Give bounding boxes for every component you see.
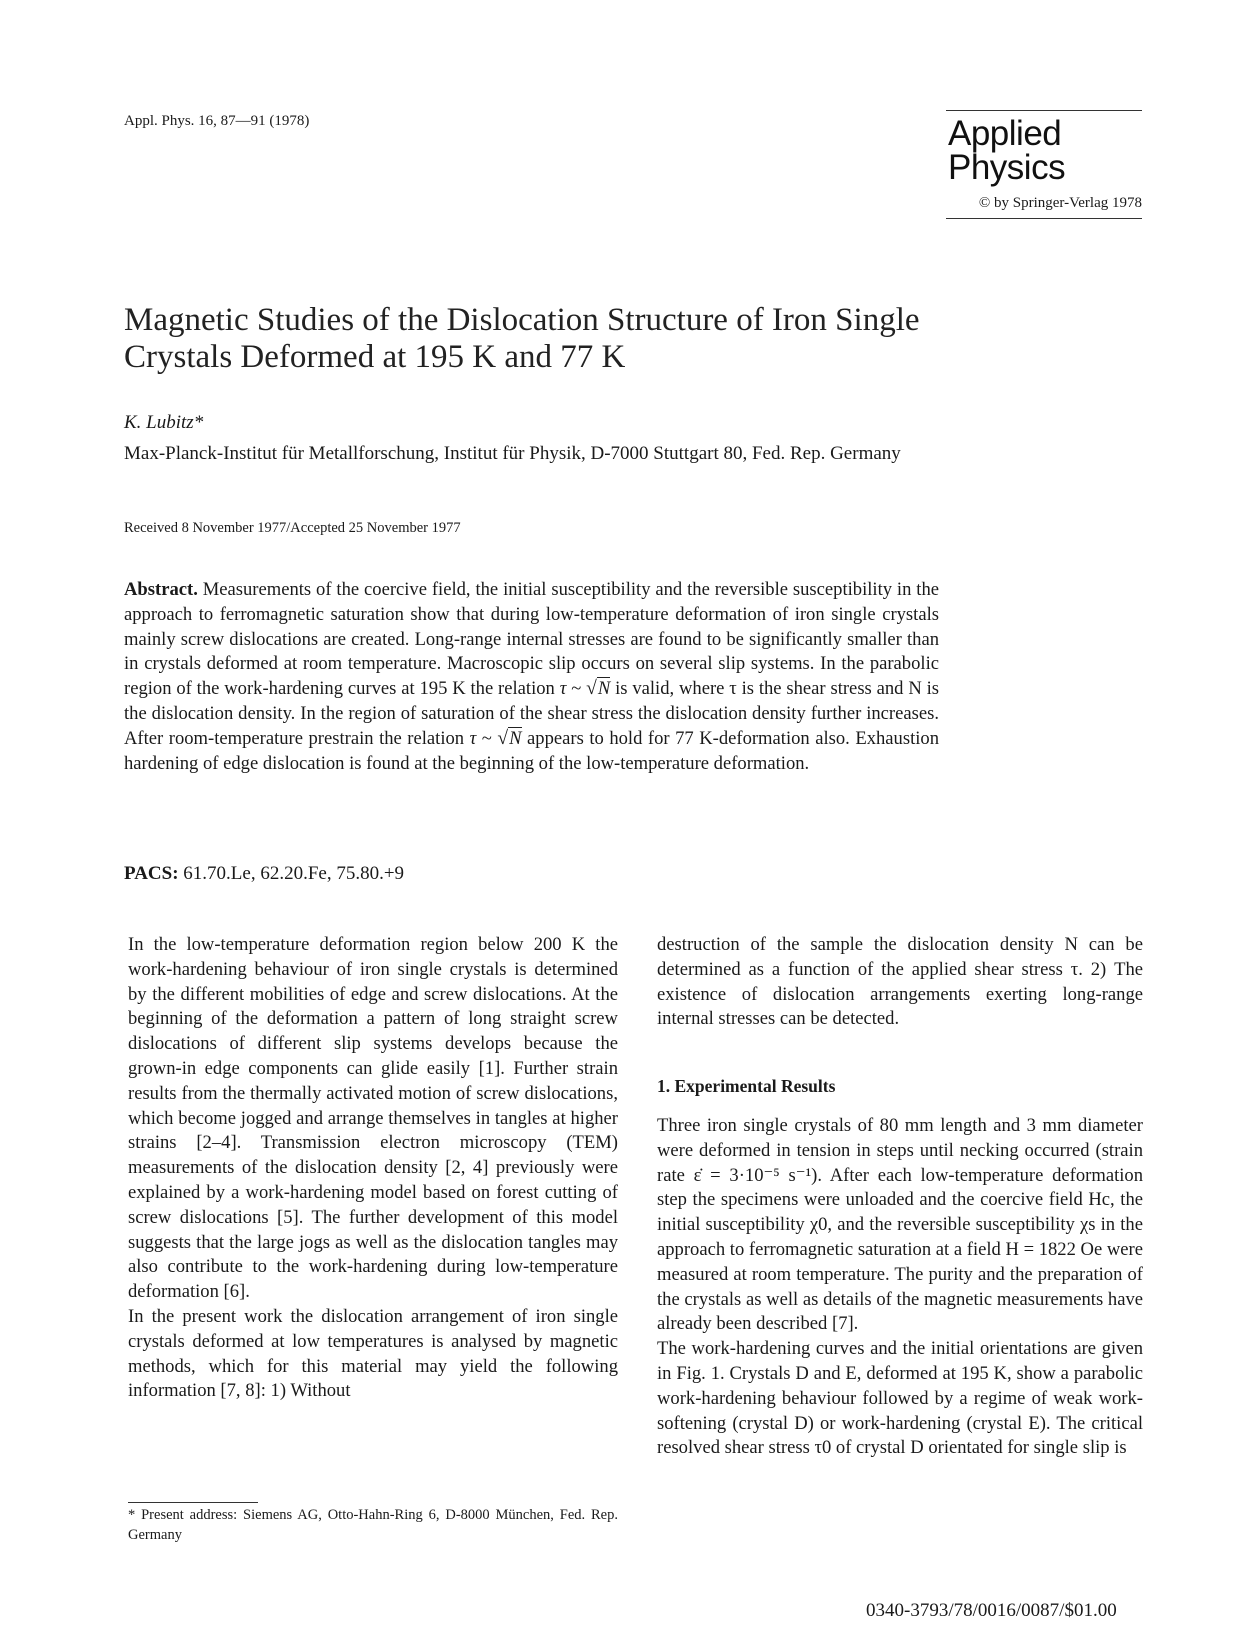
received-dates: Received 8 November 1977/Accepted 25 November 1977: [124, 520, 461, 536]
logo-bottom-rule: [946, 218, 1142, 219]
footnote-rule: [128, 1502, 258, 1503]
section-heading: 1. Experimental Results: [657, 1076, 836, 1097]
abstract-text-3: appears to hold for 77 K-deformation also. Exhaustion hardening of edge dislocation is found at the beginning of the low-temperature deformation.: [124, 727, 940, 774]
radical-sign: √: [586, 678, 597, 700]
journal-citation: Appl. Phys. 16, 87—91 (1978): [124, 113, 310, 129]
body-paragraph: In the present work the dislocation arrangement of iron single crystals deformed at low temperatures is analysed by magnetic methods, which for this material may yield the following information [7, 8]: 1) Without: [128, 1305, 618, 1402]
abstract-text-2: is valid, where τ is the shear stress and N is the dislocation density. In the region of saturation of the shear stress the dislocation density further increases. After room-temperature prestrain the relation: [124, 678, 939, 749]
copyright-notice: © by Springer-Verlag 1978: [978, 195, 1142, 211]
radical-sign-2: √: [497, 727, 509, 749]
formula-sim-2: ~: [476, 727, 498, 749]
right-column: [657, 933, 1143, 1461]
journal-name-line2: Physics: [948, 148, 1066, 187]
body-paragraph: Three iron single crystals of 80 mm length and 3 mm diameter were deformed in tension in steps until necking occurred (strain rate ε̇ = 3·10⁻⁵ s⁻¹). After each low-temperature deformation step the specimens were unloaded and the coercive field Hc, the initial susceptibility χ0, and the reversible susceptibility χs in the approach to ferromagnetic saturation at a field H = 1822 Oe were measured at room temperature. The purity and the preparation of the crystals as well as details of the magnetic measurements have already been described [7].: [657, 1114, 1143, 1335]
formula-sim: ~: [566, 678, 587, 700]
logo-top-rule: [946, 110, 1142, 111]
formula-tau: τ: [559, 678, 567, 700]
body-paragraph: destruction of the sample the dislocation density N can be determined as a function of the applied shear stress τ. 2) The existence of dislocation arrangements exerting long-range internal stresses can be detected.: [657, 934, 1143, 1030]
author-affiliation: Max-Planck-Institut für Metallforschung, Institut für Physik, D-7000 Stuttgart 80, Fed. Rep. Germany: [124, 443, 901, 464]
journal-logo: [946, 110, 1142, 219]
abstract: [124, 578, 939, 776]
body-paragraph: The work-hardening curves and the initial orientations are given in Fig. 1. Crystals D and E, deformed at 195 K, show a parabolic work-hardening behaviour followed by a regime of weak work-softening (crystal D) or work-hardening (crystal E). The critical resolved shear stress τ0 of crystal D orientated for single slip is: [657, 1338, 1143, 1459]
abstract-text-1: Measurements of the coercive field, the initial susceptibility and the reversible susceptibility in the approach to ferromagnetic saturation show that during low-temperature deformation of iron single crystals mainly screw dislocations are created. Long-range internal stresses are found to be significantly smaller than in crystals deformed at room temperature. Macroscopic slip occurs on several slip systems. In the parabolic region of the work-hardening curves at 195 K the relation: [124, 579, 939, 700]
abstract-label: Abstract.: [124, 579, 198, 600]
pacs-codes: [124, 863, 404, 885]
journal-name-line1: Applied: [948, 114, 1062, 153]
body-paragraph: In the low-temperature deformation region below 200 K the work-hardening behaviour of iron single crystals is determined by the different mobilities of edge and screw dislocations. At the beginning of the deformation a pattern of long straight screw dislocations of different slip systems develops because the grown-in edge components can glide easily [1]. Further strain results from the thermally activated motion of screw dislocations, which become jogged and arrange themselves in tangles at higher strains [2–4]. Transmission electron microscopy (TEM) measurements of the dislocation density [2, 4] previously were explained by a work-hardening model based on forest cutting of screw dislocations [5]. The further development of this model suggests that the large jogs as well as the dislocation tangles may also contribute to the work-hardening during low-temperature deformation [6].: [128, 934, 618, 1303]
pacs-value: 61.70.Le, 62.20.Fe, 75.80.+9: [178, 863, 405, 884]
formula-n: N: [597, 678, 611, 700]
formula-n-2: N: [509, 727, 522, 749]
left-column: [128, 933, 618, 1404]
sqrt-n-formula-2: [497, 727, 521, 749]
author-name: K. Lubitz*: [124, 412, 204, 433]
formula-tau-2: τ: [469, 727, 477, 749]
sqrt-n-formula: [586, 677, 610, 699]
footnote: * Present address: Siemens AG, Otto-Hahn-Ring 6, D-8000 München, Fed. Rep. Germany: [128, 1507, 618, 1543]
document-code: 0340-3793/78/0016/0087/$01.00: [866, 1600, 1117, 1621]
paper-title: Magnetic Studies of the Dislocation Structure of Iron Single Crystals Deformed at 195 K and 77 K: [124, 302, 920, 375]
pacs-label: PACS:: [124, 863, 179, 884]
